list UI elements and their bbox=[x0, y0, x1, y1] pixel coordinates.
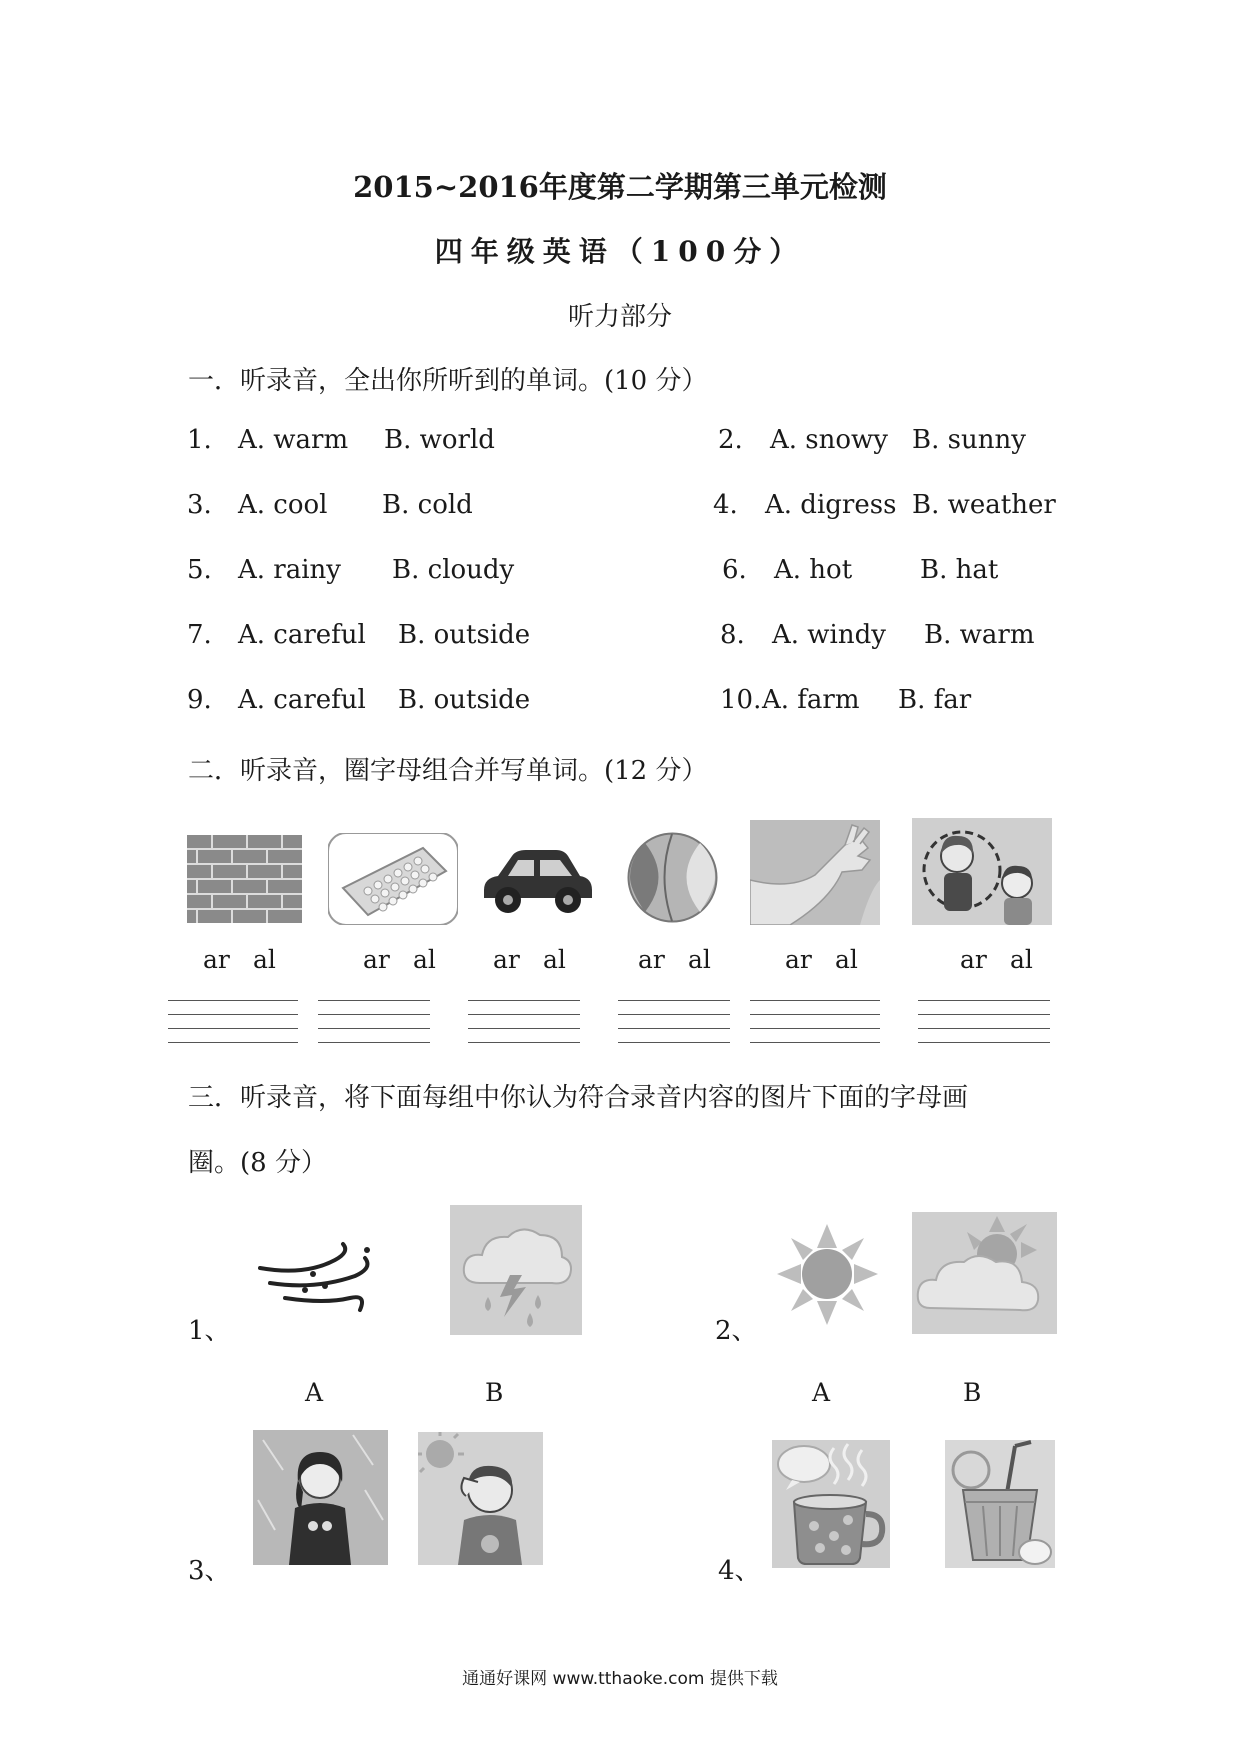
option-ar: ar bbox=[363, 945, 390, 974]
writing-lines[interactable] bbox=[618, 1000, 730, 1060]
writing-lines[interactable] bbox=[318, 1000, 430, 1060]
option-a: A. careful bbox=[238, 620, 366, 650]
option-b: B bbox=[963, 1378, 982, 1407]
item-number: 6. bbox=[722, 555, 747, 585]
option-al: al bbox=[1010, 945, 1033, 974]
option-ar: ar bbox=[785, 945, 812, 974]
option-al: al bbox=[543, 945, 566, 974]
option-b: B. hat bbox=[920, 555, 999, 585]
item-number: 1. bbox=[187, 425, 212, 455]
hot-boy-icon bbox=[418, 1432, 543, 1565]
cold-girl-icon bbox=[253, 1430, 388, 1565]
option-b: B. far bbox=[898, 685, 972, 715]
writing-lines[interactable] bbox=[918, 1000, 1050, 1060]
option-a: A. snowy bbox=[770, 425, 888, 455]
option-a: A. warm bbox=[238, 425, 349, 455]
option-b: B. cloudy bbox=[392, 555, 515, 585]
section3-heading: 三．听录音，将下面每组中你认为符合录音内容的图片下面的字母画 bbox=[188, 1083, 969, 1113]
option-ar: ar bbox=[960, 945, 987, 974]
option-a: A. digress bbox=[765, 490, 897, 520]
exam-subtitle: 四年级英语（100分） bbox=[434, 235, 806, 268]
wall-icon bbox=[187, 835, 302, 923]
group-number: 1、 bbox=[188, 1316, 231, 1346]
option-b: B. world bbox=[384, 425, 495, 455]
option-b: B. cold bbox=[382, 490, 473, 520]
option-a: A. hot bbox=[774, 555, 853, 585]
cold-drink-icon bbox=[945, 1440, 1055, 1568]
item-number: 3. bbox=[187, 490, 212, 520]
wind-icon bbox=[255, 1238, 380, 1318]
ball-icon bbox=[625, 830, 720, 925]
section3-heading-cont: 圈。(8 分） bbox=[188, 1148, 327, 1178]
option-al: al bbox=[413, 945, 436, 974]
option-al: al bbox=[253, 945, 276, 974]
item-number: 7. bbox=[187, 620, 212, 650]
option-b: B. weather bbox=[912, 490, 1056, 520]
option-a: A. farm bbox=[762, 685, 860, 715]
option-a: A bbox=[305, 1378, 324, 1407]
item-number: 5. bbox=[187, 555, 212, 585]
writing-lines[interactable] bbox=[168, 1000, 298, 1060]
children-icon bbox=[912, 818, 1052, 925]
group-number: 3、 bbox=[188, 1556, 231, 1586]
section2-heading: 二．听录音，圈字母组合并写单词。(12 分） bbox=[188, 756, 708, 786]
option-al: al bbox=[835, 945, 858, 974]
part-title: 听力部分 bbox=[567, 302, 672, 332]
exam-title: 2015~2016年度第二学期第三单元检测 bbox=[353, 170, 887, 204]
option-a: A. rainy bbox=[238, 555, 341, 585]
option-b: B bbox=[485, 1378, 504, 1407]
item-number: 9. bbox=[187, 685, 212, 715]
option-b: B. warm bbox=[924, 620, 1035, 650]
option-al: al bbox=[688, 945, 711, 974]
item-number: 8. bbox=[720, 620, 745, 650]
section1-heading: 一．听录音，全出你所听到的单词。(10 分） bbox=[188, 366, 708, 396]
sun-icon bbox=[775, 1222, 880, 1327]
item-number: 2. bbox=[718, 425, 743, 455]
option-a: A bbox=[812, 1378, 831, 1407]
writing-lines[interactable] bbox=[468, 1000, 580, 1060]
option-b: B. outside bbox=[398, 620, 531, 650]
footer-credit: 通通好课网 www.tthaoke.com 提供下载 bbox=[462, 1669, 778, 1689]
hot-drink-icon bbox=[772, 1440, 890, 1568]
arm-icon bbox=[750, 820, 880, 925]
group-number: 2、 bbox=[715, 1316, 758, 1346]
item-number: 4. bbox=[713, 490, 738, 520]
writing-lines[interactable] bbox=[750, 1000, 880, 1060]
option-a: A. cool bbox=[238, 490, 328, 520]
option-b: B. sunny bbox=[912, 425, 1026, 455]
item-number: 10. bbox=[720, 685, 762, 715]
car-icon bbox=[478, 840, 598, 920]
option-a: A. careful bbox=[238, 685, 366, 715]
rain-cloud-icon bbox=[450, 1205, 582, 1335]
group-number: 4、 bbox=[718, 1556, 761, 1586]
keyboard-icon bbox=[328, 833, 458, 925]
option-b: B. outside bbox=[398, 685, 531, 715]
option-ar: ar bbox=[203, 945, 230, 974]
option-a: A. windy bbox=[772, 620, 886, 650]
option-ar: ar bbox=[638, 945, 665, 974]
sun-cloud-icon bbox=[912, 1212, 1057, 1334]
option-ar: ar bbox=[493, 945, 520, 974]
